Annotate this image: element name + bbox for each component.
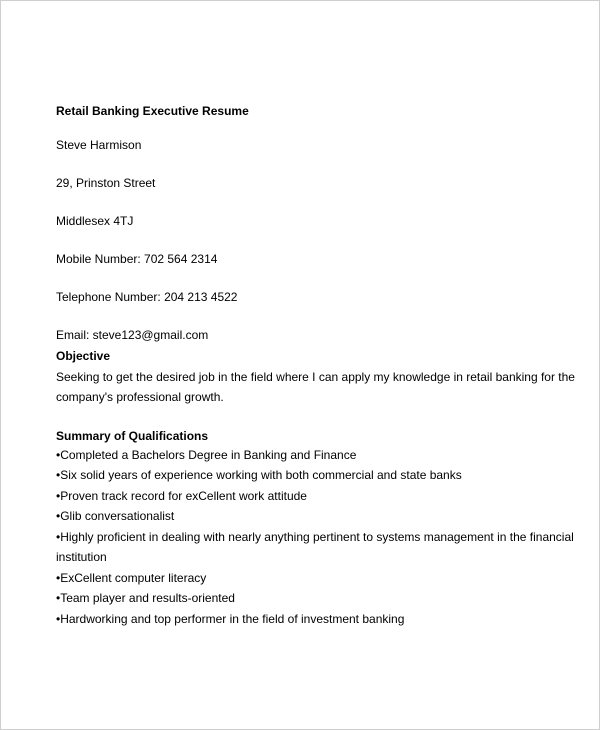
summary-item: •Glib conversationalist [56,509,175,523]
summary-item: •Proven track record for exCellent work attitude [56,489,307,503]
summary-item-continuation: institution [56,550,107,564]
summary-item: •Six solid years of experience working with both commercial and state banks [56,468,462,482]
summary-item: •Completed a Bachelors Degree in Banking and Finance [56,448,357,462]
objective-heading: Objective [56,349,111,363]
resume-title: Retail Banking Executive Resume [56,104,249,118]
summary-heading: Summary of Qualifications [56,429,209,443]
address-line-2: Middlesex 4TJ [56,214,134,228]
objective-line: company's professional growth. [56,390,224,404]
email-address: Email: steve123@gmail.com [56,328,209,342]
summary-item: •Team player and results-oriented [56,591,235,605]
objective-line: Seeking to get the desired job in the field where I can apply my knowledge in retail banking for the [56,370,575,384]
summary-item: •ExCellent computer literacy [56,571,207,585]
address-line-1: 29, Prinston Street [56,176,156,190]
telephone-number: Telephone Number: 204 213 4522 [56,290,238,304]
applicant-name: Steve Harmison [56,138,142,152]
mobile-number: Mobile Number: 702 564 2314 [56,252,218,266]
summary-item: •Hardworking and top performer in the field of investment banking [56,612,405,626]
summary-item: •Highly proficient in dealing with nearly anything pertinent to systems management in the financial [56,530,574,544]
